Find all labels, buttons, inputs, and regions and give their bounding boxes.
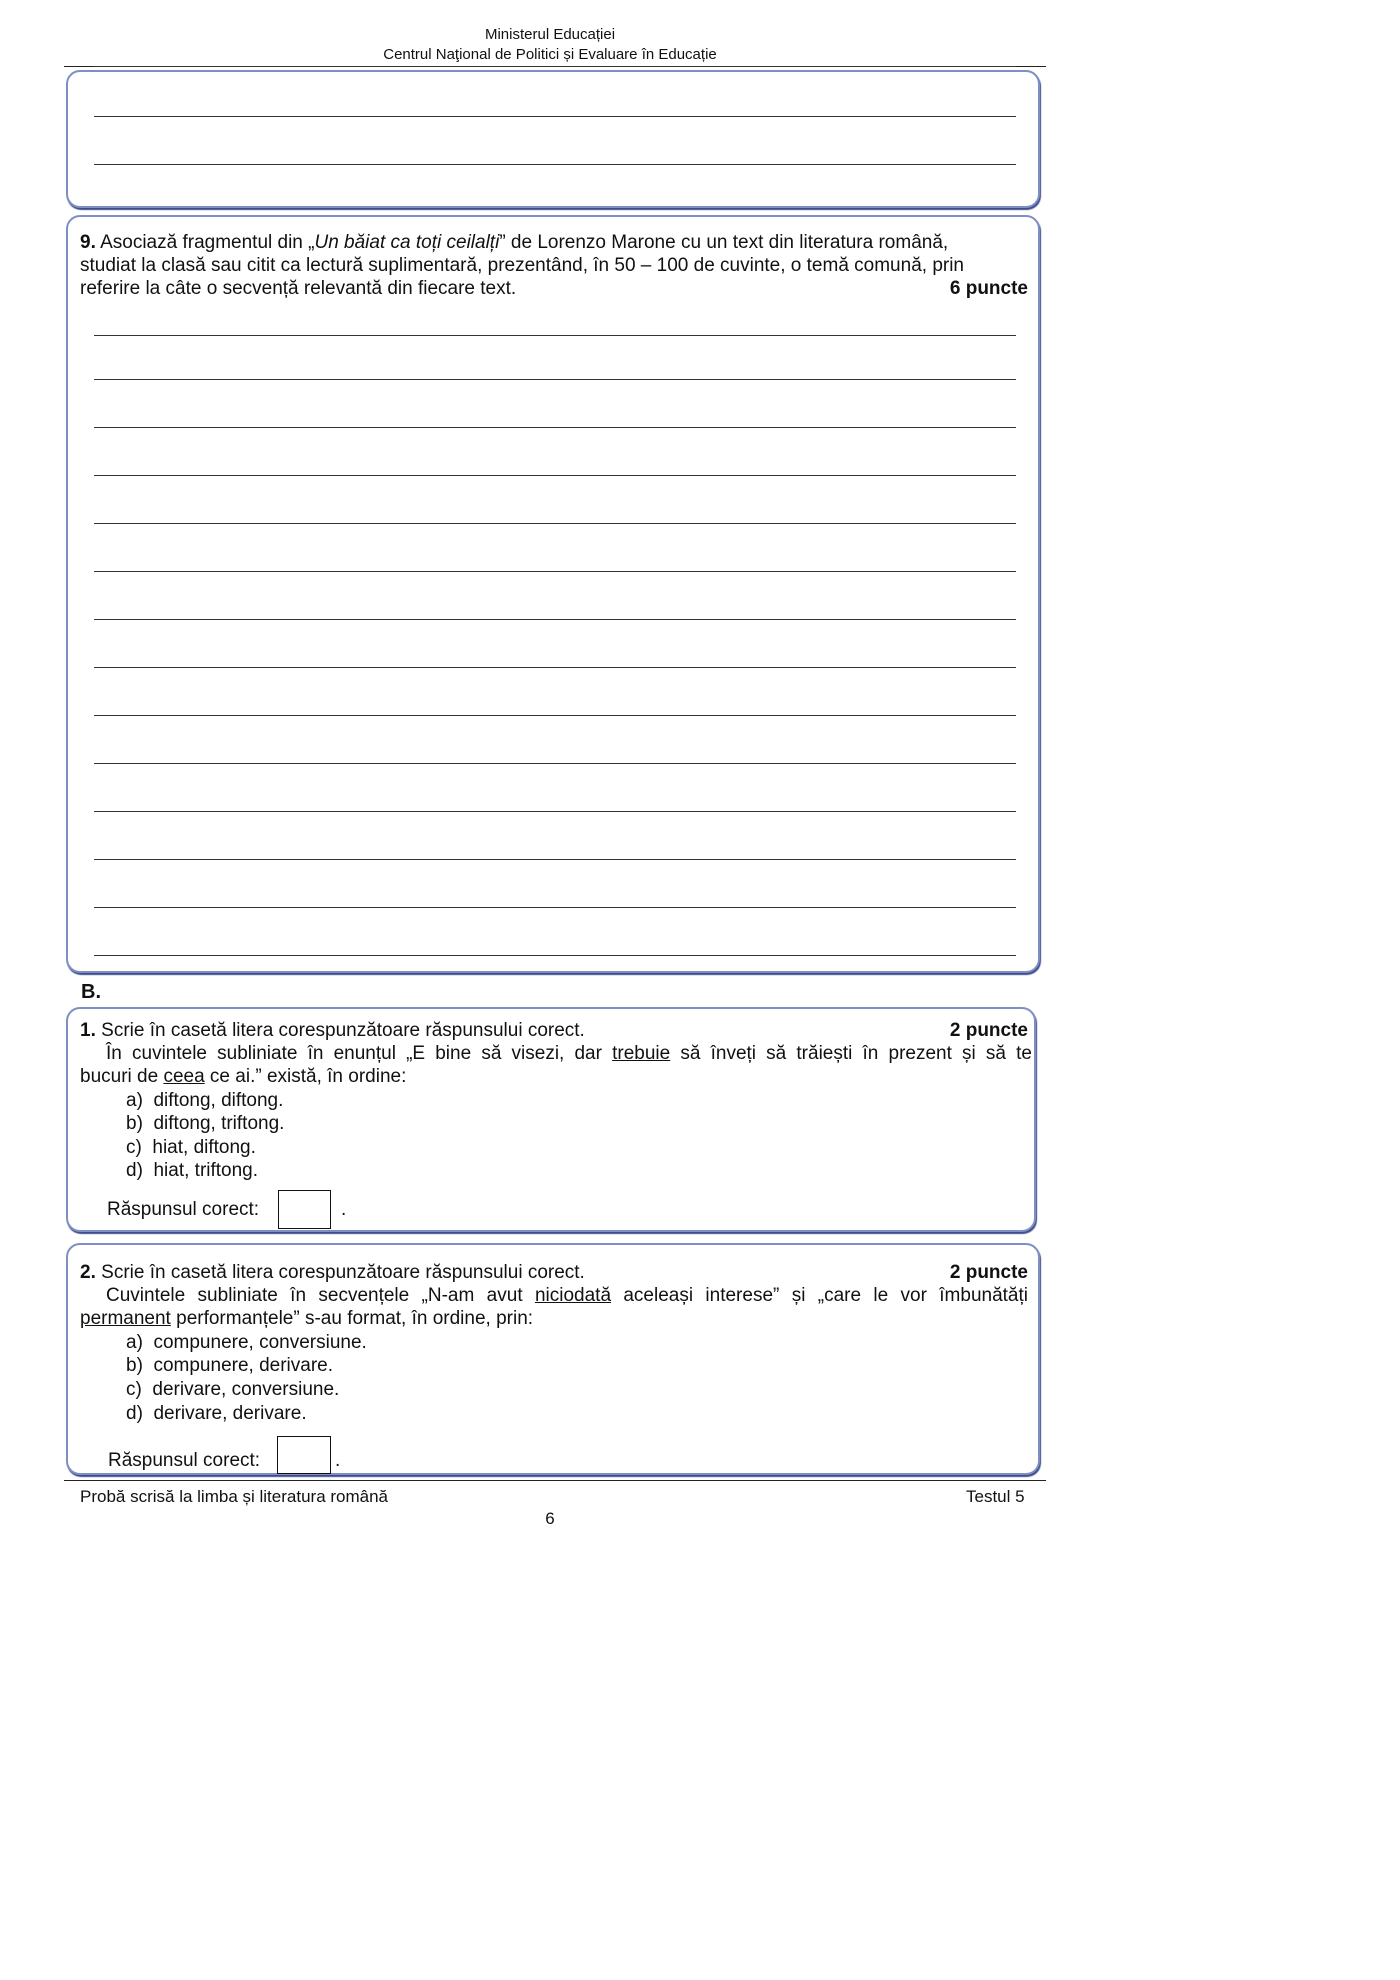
instruction-text: Scrie în casetă litera corespunzătoare răspunsului corect.: [101, 1020, 585, 1041]
answer-line[interactable]: [94, 763, 1016, 764]
question-number: 2.: [80, 1262, 96, 1283]
answer-line[interactable]: [94, 667, 1016, 668]
question-b2-stem-line-1: Cuvintele subliniate în secvențele „N-am avut niciodată aceleași interese” și „care le vor îmbunătăți: [106, 1285, 1028, 1306]
answer-box[interactable]: [277, 1436, 331, 1474]
answer-line[interactable]: [94, 164, 1016, 165]
question-9-line-3: referire la câte o secvență relevantă din fiecare text.: [80, 278, 517, 299]
option-b: b) diftong, triftong.: [126, 1113, 285, 1134]
page-number: 6: [545, 1509, 555, 1528]
question-b1-stem-line-2: bucuri de ceea ce ai.” există, în ordine:: [80, 1066, 407, 1087]
answer-trailing-dot: .: [341, 1199, 347, 1220]
answer-line[interactable]: [94, 523, 1016, 524]
answer-label: Răspunsul corect:: [108, 1450, 261, 1471]
question-number: 1.: [80, 1020, 96, 1041]
answer-line[interactable]: [94, 619, 1016, 620]
answer-line[interactable]: [94, 907, 1016, 908]
question-text: Asociază fragmentul din „: [100, 232, 315, 253]
footer-exam-name: Probă scrisă la limba și literatura română: [80, 1487, 389, 1506]
header-center: Centrul Naţional de Politici și Evaluare în Educație: [383, 46, 717, 63]
book-title: Un băiat ca toți ceilalți: [314, 232, 500, 253]
question-b2-stem-line-2: permanent performanțele” s-au format, în ordine, prin:: [80, 1308, 534, 1329]
answer-box[interactable]: [278, 1190, 331, 1229]
answer-line: [94, 66, 1016, 67]
footer-divider: [64, 1480, 1046, 1481]
answer-trailing-dot: .: [335, 1450, 341, 1471]
question-9-line-2: studiat la clasă sau citit ca lectură suplimentară, prezentând, în 50 – 100 de cuvinte, o temă comună, prin: [80, 255, 965, 276]
answer-line[interactable]: [94, 379, 1016, 380]
answer-line[interactable]: [94, 427, 1016, 428]
answer-line[interactable]: [94, 475, 1016, 476]
question-b2-box: [66, 1243, 1040, 1475]
question-text: ” de Lorenzo Marone cu un text din literatura română,: [499, 232, 949, 253]
option-b: b) compunere, derivare.: [126, 1355, 334, 1376]
question-b1-stem-line-1: În cuvintele subliniate în enunțul „E bine să visezi, dar trebuie să înveți să trăiești în prezent și să te: [106, 1043, 1032, 1064]
option-a: a) compunere, conversiune.: [126, 1332, 367, 1353]
header-ministry: Ministerul Educației: [484, 26, 616, 43]
answer-line[interactable]: [94, 335, 1016, 336]
underlined-word: ceea: [163, 1066, 205, 1087]
answer-line[interactable]: [94, 811, 1016, 812]
question-9-line-1: [80, 231, 948, 254]
option-c: c) hiat, diftong.: [126, 1137, 256, 1158]
option-d: d) derivare, derivare.: [126, 1403, 307, 1424]
answer-line[interactable]: [94, 955, 1016, 956]
question-b2-instruction: [80, 1261, 585, 1284]
option-c: c) derivare, conversiune.: [126, 1379, 340, 1400]
question-9-box: [66, 215, 1040, 973]
points-label: 2 puncte: [949, 1262, 1028, 1283]
option-d: d) hiat, triftong.: [126, 1160, 259, 1181]
answer-line[interactable]: [94, 859, 1016, 860]
section-b-label: B.: [81, 981, 101, 1003]
underlined-word: permanent: [80, 1308, 171, 1329]
footer-test-number: Testul 5: [966, 1487, 1025, 1506]
instruction-text: Scrie în casetă litera corespunzătoare răspunsului corect.: [101, 1262, 585, 1283]
answer-box-continued: [66, 70, 1040, 208]
underlined-word: niciodată: [534, 1285, 612, 1306]
answer-line[interactable]: [94, 116, 1016, 117]
question-b1-instruction: [80, 1019, 585, 1042]
answer-label: Răspunsul corect:: [107, 1199, 260, 1220]
points-label: 6 puncte: [949, 278, 1028, 299]
answer-line[interactable]: [94, 571, 1016, 572]
question-b1-box: [66, 1007, 1036, 1232]
answer-line[interactable]: [94, 715, 1016, 716]
question-number: 9.: [80, 232, 96, 253]
option-a: a) diftong, diftong.: [126, 1090, 284, 1111]
points-label: 2 puncte: [949, 1020, 1028, 1041]
underlined-word: trebuie: [612, 1043, 671, 1064]
